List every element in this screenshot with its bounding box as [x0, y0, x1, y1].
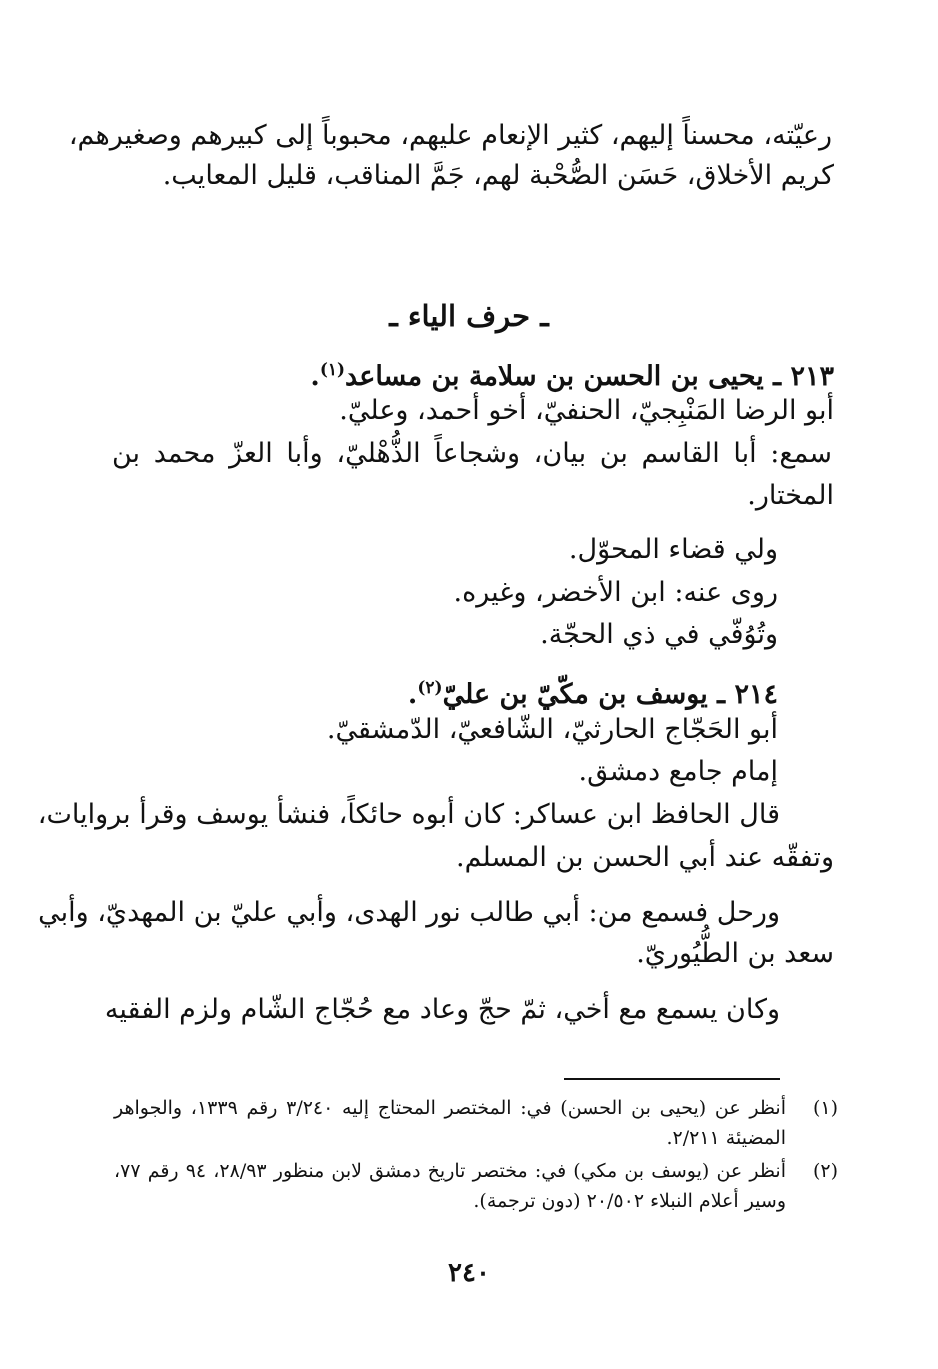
body-text-line: إمام جامع دمشق. — [578, 756, 778, 787]
section-heading: ـ حرف الياء ـ — [389, 299, 549, 333]
footnote-number: (١) — [812, 1097, 838, 1119]
body-text-line: روى عنه: ابن الأخضر، وغيره. — [453, 577, 778, 608]
footnote-line: وسير أعلام النبلاء ٢٠/٥٠٢ (دون ترجمة). — [473, 1190, 786, 1212]
entry-kunya: أبو الرضا المَنْبِجيّ، الحنفيّ، أخو أحمد، وعليّ. — [339, 395, 834, 426]
body-text-line: ورحل فسمع من: أبي طالب نور الهدى، وأبي عليّ بن المهديّ، وأبي — [38, 897, 780, 928]
entry-title-text: ٢١٤ ـ يوسف بن مكّيّ بن عليّ — [442, 679, 778, 710]
entry-title — [310, 350, 834, 397]
entry-kunya: أبو الحَجّاج الحارثيّ، الشّافعيّ، الدّمشقيّ. — [326, 714, 778, 745]
body-text-line: سمع: أبا القاسم بن بيان، وشجاعاً الذُّهْليّ، وأبا العزّ محمد بن — [112, 438, 833, 469]
body-text-line: رعيّته، محسناً إليهم، كثير الإنعام عليهم، محبوباً إلى كبيرهم وصغيرهم، — [68, 120, 832, 151]
body-text-line: قال الحافظ ابن عساكر: كان أبوه حائكاً، فنشأ يوسف وقرأ بروايات، — [37, 799, 780, 830]
page-number: ٢٤٠ — [448, 1258, 490, 1288]
body-text-line: سعد بن الطُّيُوريّ. — [636, 938, 834, 969]
body-text-line: وتفقّه عند أبي الحسن بن المسلم. — [456, 842, 834, 873]
body-text-line: وتُوُفّي في ذي الحجّة. — [540, 619, 778, 650]
entry-title-end: . — [310, 361, 320, 392]
footnote-line: أنظر عن (يوسف بن مكي) في: مختصر تاريخ دمشق لابن منظور ٢٨/٩٣، ٩٤ رقم ٧٧، — [114, 1160, 787, 1182]
entry-title-text: ٢١٣ ـ يحيى بن الحسن بن سلامة بن مساعد — [345, 361, 834, 392]
entry-title — [408, 668, 778, 715]
footnote-separator — [564, 1078, 780, 1080]
footnote-ref: (١) — [319, 360, 346, 380]
footnote-ref: (٢) — [417, 678, 443, 698]
body-text-line: المختار. — [747, 480, 834, 511]
entry-title-end: . — [407, 679, 418, 710]
body-text-line: وكان يسمع مع أخي، ثمّ حجّ وعاد مع حُجّاج الشّام ولزم الفقيه — [104, 994, 780, 1025]
footnote-line: أنظر عن (يحيى بن الحسن) في: المختصر المحتاج إليه ٣/٢٤٠ رقم ١٣٣٩، والجواهر — [114, 1097, 787, 1119]
footnote-number: (٢) — [812, 1160, 838, 1182]
body-text-line: ولي قضاء المحوّل. — [568, 534, 778, 565]
body-text-line: كريم الأخلاق، حَسَن الصُّحْبة لهم، جَمَّ المناقب، قليل المعايب. — [162, 160, 834, 191]
footnote-line: المضيئة ٢/٢١١. — [666, 1127, 786, 1149]
